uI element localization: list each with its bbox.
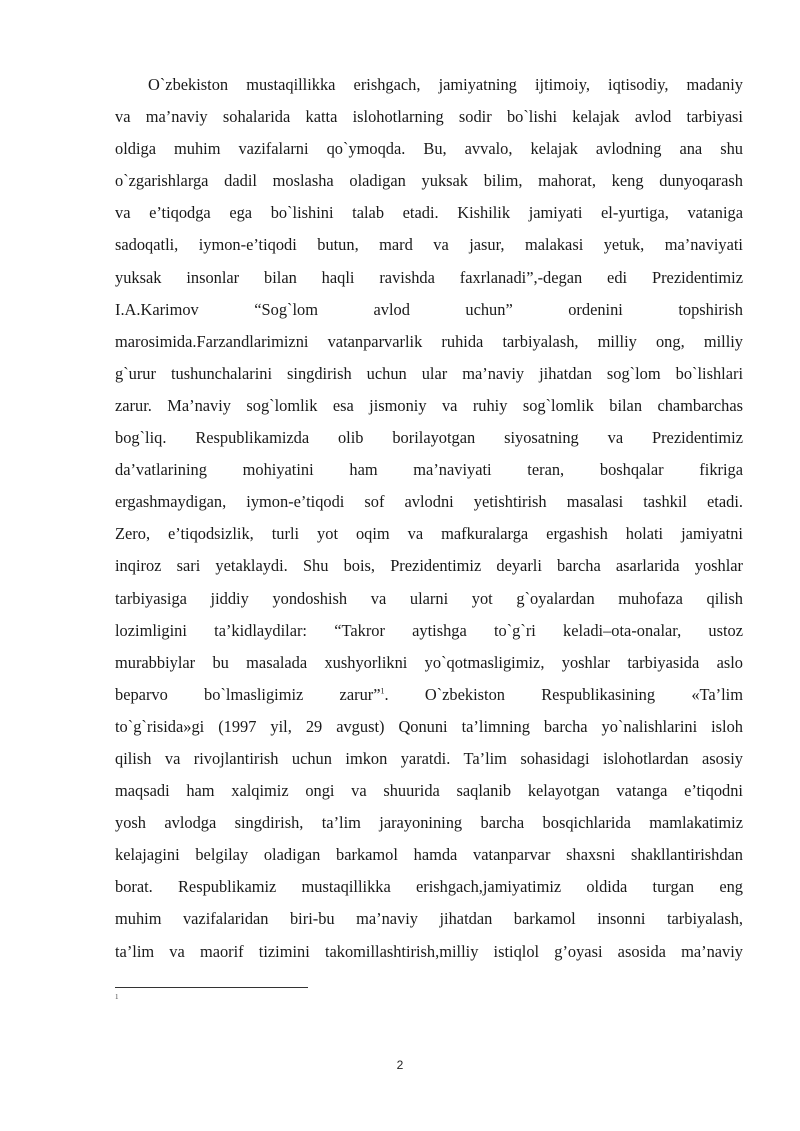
text-line: tarbiyasiga jiddiy yondoshish va ularni yot g`oyalardan muhofaza qilish <box>115 588 743 608</box>
text-line: O`zbekiston mustaqillikka erishgach, jamiyatning ijtimoiy, iqtisodiy, madaniy <box>148 75 743 94</box>
text-segment: beparvo bo`lmasligimiz zarur” <box>115 684 381 704</box>
footnote-mark: 1 <box>115 993 119 1001</box>
text-line: lozimligini ta’kidlaydilar: “Takror aytishga to`g`ri keladi–ota-onalar, ustoz <box>115 620 743 640</box>
text-line: o`zgarishlarga dadil moslasha oladigan yuksak bilim, mahorat, keng dunyoqarash <box>115 171 743 191</box>
text-line: to`g`risida»gi (1997 yil, 29 avgust) Qonuni ta’limning barcha yo`nalishlarini isloh <box>115 716 743 736</box>
text-line: muhim vazifalaridan biri-bu ma’naviy jihatdan barkamol insonni tarbiyalash, <box>115 909 743 929</box>
text-line: bog`liq. Respublikamizda olib borilayotgan siyosatning va Prezidentimiz <box>115 428 743 448</box>
text-line: ergashmaydigan, iymon-e’tiqodi sof avlodni yetishtirish masalasi tashkil etadi. <box>115 492 743 512</box>
text-line: ta’lim va maorif tizimini takomillashtirish,milliy istiqlol g’oyasi asosida ma’naviy <box>115 941 743 961</box>
body-text <box>115 69 743 968</box>
footnote-reference[interactable]: 1 <box>380 686 385 696</box>
text-line: I.A.Karimov “Sog`lom avlod uchun” ordenini topshirish <box>115 299 743 319</box>
page-number: 2 <box>396 1058 404 1072</box>
text-line: yosh avlodga singdirish, ta’lim jarayonining barcha bosqichlarida mamlakatimiz <box>115 813 743 833</box>
text-line: kelajagini belgilay oladigan barkamol hamda vatanparvar shaxsni shakllantirishdan <box>115 845 743 865</box>
text-line: qilish va rivojlantirish uchun imkon yaratdi. Ta’lim sohasidagi islohotlardan asosiy <box>115 748 743 768</box>
text-line-with-footnote <box>115 679 743 711</box>
text-line: yuksak insonlar bilan haqli ravishda faxrlanadi”,-degan edi Prezidentimiz <box>115 267 743 287</box>
text-line: marosimida.Farzandlarimizni vatanparvarlik ruhida tarbiyalash, milliy ong, milliy <box>115 331 743 351</box>
text-line: g`urur tushunchalarini singdirish uchun ular ma’naviy jihatdan sog`lom bo`lishlari <box>115 363 743 383</box>
text-line: borat. Respublikamiz mustaqillikka erishgach,jamiyatimiz oldida turgan eng <box>115 877 743 897</box>
text-line: maqsadi ham xalqimiz ongi va shuurida saqlanib kelayotgan vatanga e’tiqodni <box>115 781 743 801</box>
text-line: murabbiylar bu masalada xushyorlikni yo`qotmasligimiz, yoshlar tarbiyasida aslo <box>115 652 743 672</box>
text-line: da’vatlarining mohiyatini ham ma’naviyati teran, boshqalar fikriga <box>115 460 743 480</box>
footnote-separator <box>115 987 308 988</box>
text-line: sadoqatli, iymon-e’tiqodi butun, mard va jasur, malakasi yetuk, ma’naviyati <box>115 235 743 255</box>
text-line: zarur. Ma’naviy sog`lomlik esa jismoniy va ruhiy sog`lomlik bilan chambarchas <box>115 395 743 415</box>
text-segment: . O`zbekiston Respublikasining «Ta’lim <box>384 684 743 704</box>
text-line: oldiga muhim vazifalarni qo`ymoqda. Bu, avvalo, kelajak avlodning ana shu <box>115 139 743 159</box>
text-line: Zero, e’tiqodsizlik, turli yot oqim va mafkuralarga ergashish holati jamiyatni <box>115 524 743 544</box>
text-line: va ma’naviy sohalarida katta islohotlarning sodir bo`lishi kelajak avlod tarbiyasi <box>115 107 743 127</box>
text-line: inqiroz sari yetaklaydi. Shu bois, Prezidentimiz deyarli barcha asarlarida yoshlar <box>115 556 743 576</box>
text-line: va e’tiqodga ega bo`lishini talab etadi. Kishilik jamiyati el-yurtiga, vataniga <box>115 203 743 223</box>
